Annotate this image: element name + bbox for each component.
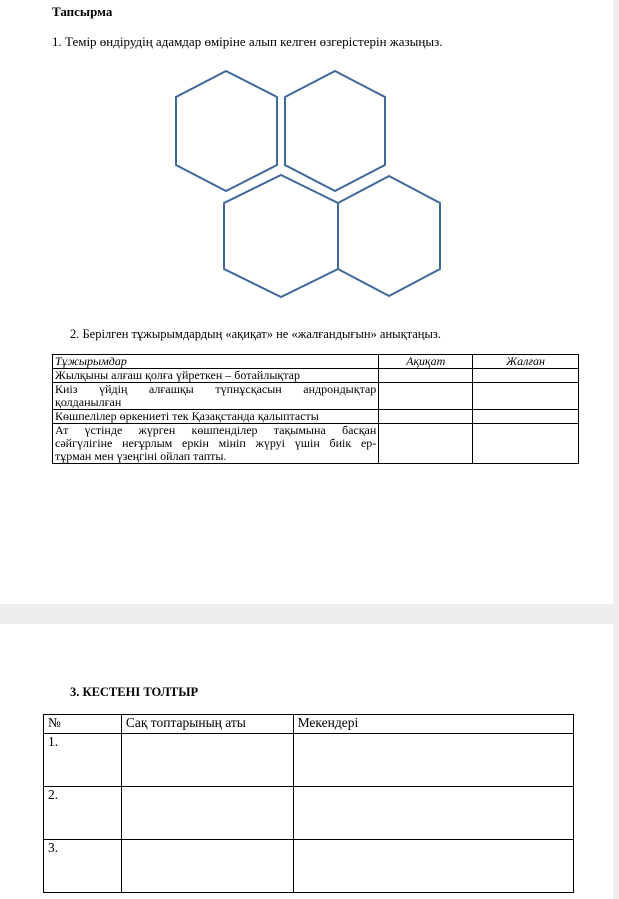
false-answer-cell[interactable] bbox=[473, 424, 579, 464]
true-answer-cell[interactable] bbox=[379, 383, 473, 410]
table-row bbox=[44, 840, 574, 893]
table-row bbox=[44, 787, 574, 840]
statement-cell bbox=[53, 369, 379, 383]
table-header-row bbox=[44, 715, 574, 734]
table-row bbox=[53, 383, 579, 410]
hexagon-bottom-right bbox=[338, 176, 440, 296]
statement-line: Ат үстінде жүрген көшпенділер тақымына басқан bbox=[55, 423, 377, 437]
group-name-cell[interactable] bbox=[121, 840, 293, 893]
row-number: 2. bbox=[44, 787, 122, 840]
statement-line: тұрман мен үзеңгіні ойлап тапты. bbox=[55, 449, 227, 463]
header-group-name: Сақ топтарының аты bbox=[121, 715, 293, 734]
false-answer-cell[interactable] bbox=[473, 383, 579, 410]
page-gap bbox=[0, 604, 619, 624]
header-true: Ақиқат bbox=[379, 355, 473, 369]
locations-cell[interactable] bbox=[293, 787, 573, 840]
statement-line: қолданылған bbox=[55, 395, 122, 409]
hexagon-top-left bbox=[176, 71, 277, 191]
table-row bbox=[44, 734, 574, 787]
group-name-cell[interactable] bbox=[121, 734, 293, 787]
hexagon-diagram bbox=[0, 0, 619, 320]
header-locations: Мекендері bbox=[293, 715, 573, 734]
task-2-text: 2. Берілген тұжырымдардың «ақиқат» не «жалғандығын» анықтаңыз. bbox=[70, 327, 441, 341]
locations-cell[interactable] bbox=[293, 840, 573, 893]
task-3-heading: 3. КЕСТЕНІ ТОЛТЫР bbox=[70, 685, 199, 699]
table-row bbox=[53, 424, 579, 464]
table-row bbox=[53, 410, 579, 424]
group-name-cell[interactable] bbox=[121, 787, 293, 840]
header-number: № bbox=[44, 715, 122, 734]
true-answer-cell[interactable] bbox=[379, 369, 473, 383]
statement-cell bbox=[53, 410, 379, 424]
task-1-text: 1. Темір өндірудің адамдар өміріне алып келген өзгерістерін жазыңыз. bbox=[52, 34, 443, 49]
false-answer-cell[interactable] bbox=[473, 410, 579, 424]
hexagon-top-right bbox=[285, 71, 385, 191]
statement-line: сәйгүлігіне неғұрлым еркін мініп жүруі үшін биік ер- bbox=[55, 436, 377, 450]
true-answer-cell[interactable] bbox=[379, 424, 473, 464]
statement-line: Киіз үйдің алғашқы түпнұсқасын андрондықтар bbox=[55, 382, 377, 396]
table-header-row bbox=[53, 355, 579, 369]
saka-groups-table bbox=[43, 714, 574, 893]
row-number: 3. bbox=[44, 840, 122, 893]
statement-cell bbox=[53, 424, 379, 464]
page-title: Тапсырма bbox=[52, 4, 113, 19]
true-answer-cell[interactable] bbox=[379, 410, 473, 424]
locations-cell[interactable] bbox=[293, 734, 573, 787]
table-row bbox=[53, 369, 579, 383]
false-answer-cell[interactable] bbox=[473, 369, 579, 383]
statement-cell bbox=[53, 383, 379, 410]
header-false: Жалған bbox=[473, 355, 579, 369]
statement-line: Көшпелілер өркениеті тек Қазақстанда қалыптасты bbox=[55, 409, 319, 423]
true-false-table bbox=[52, 354, 579, 464]
hexagon-bottom-left bbox=[224, 175, 338, 297]
header-statements: Тұжырымдар bbox=[53, 355, 379, 369]
row-number: 1. bbox=[44, 734, 122, 787]
statement-line: Жылқыны алғаш қолға үйреткен – ботайлықтар bbox=[55, 368, 300, 382]
